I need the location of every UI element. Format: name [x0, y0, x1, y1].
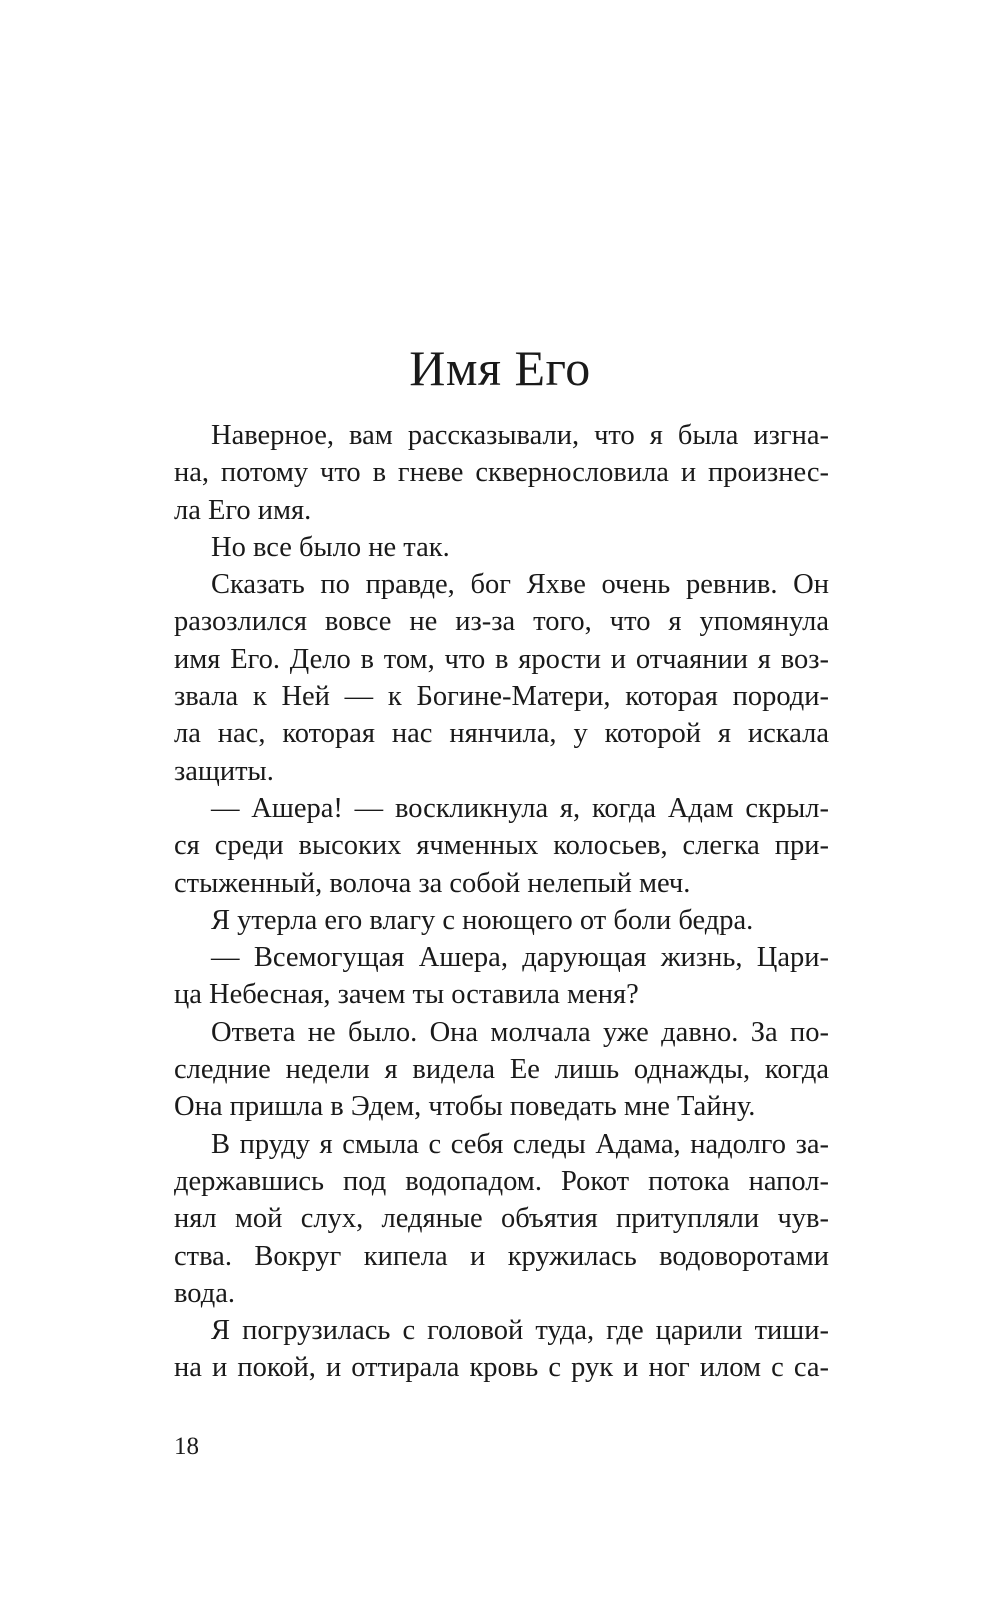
- text-line: — Всемогущая Ашера, дарующая жизнь, Цари-: [211, 942, 829, 974]
- text-line: ся среди высоких ячменных колосьев, слегка при-: [174, 830, 829, 862]
- text-line: звала к Ней — к Богине-Матери, которая породи-: [174, 681, 829, 713]
- text-line: на и покой, и оттирала кровь с рук и ног илом с са-: [174, 1352, 829, 1384]
- text-line: ства. Вокруг кипела и кружилась водоворотами: [174, 1240, 829, 1272]
- text-line: ла нас, которая нас нянчила, у которой я искала: [174, 718, 829, 750]
- text-line: Наверное, вам рассказывали, что я была изгна-: [211, 420, 829, 451]
- chapter-title: Имя Его: [409, 340, 591, 396]
- text-line: державшись под водопадом. Рокот потока напол-: [174, 1165, 829, 1197]
- text-line: ла Его имя.: [174, 494, 312, 526]
- text-line: нял мой слух, ледяные объятия притупляли чув-: [174, 1203, 829, 1235]
- text-line: ца Небесная, зачем ты оставила меня?: [174, 979, 639, 1011]
- text-line: Она пришла в Эдем, чтобы поведать мне Тайну.: [174, 1091, 756, 1123]
- text-line: вода.: [174, 1277, 235, 1309]
- text-line: разозлился вовсе не из-за того, что я упомянула: [174, 606, 829, 638]
- text-line: на, потому что в гневе сквернословила и произнес-: [174, 457, 829, 489]
- text-line: Сказать по правде, бог Яхве очень ревнив. Он: [211, 569, 829, 601]
- text-line: Ответа не было. Она молчала уже давно. За по-: [211, 1016, 829, 1048]
- text-line: — Ашера! — воскликнула я, когда Адам скрыл-: [211, 792, 829, 824]
- text-line: защиты.: [174, 755, 274, 787]
- text-line: Я утерла его влагу с ноющего от боли бедра.: [211, 904, 754, 936]
- text-line: В пруду я смыла с себя следы Адама, надолго за-: [211, 1128, 829, 1160]
- text-line: стыженный, волоча за собой нелепый меч.: [174, 867, 691, 899]
- page-number: 18: [174, 1433, 199, 1460]
- text-line: Я погрузилась с головой туда, где царили тиши-: [211, 1315, 829, 1347]
- text-line: Но все было не так.: [211, 531, 450, 563]
- text-line: следние недели я видела Ее лишь однажды, когда: [174, 1054, 829, 1086]
- body-text: [174, 417, 829, 1387]
- text-line: имя Его. Дело в том, что в ярости и отчаянии я воз-: [174, 643, 829, 675]
